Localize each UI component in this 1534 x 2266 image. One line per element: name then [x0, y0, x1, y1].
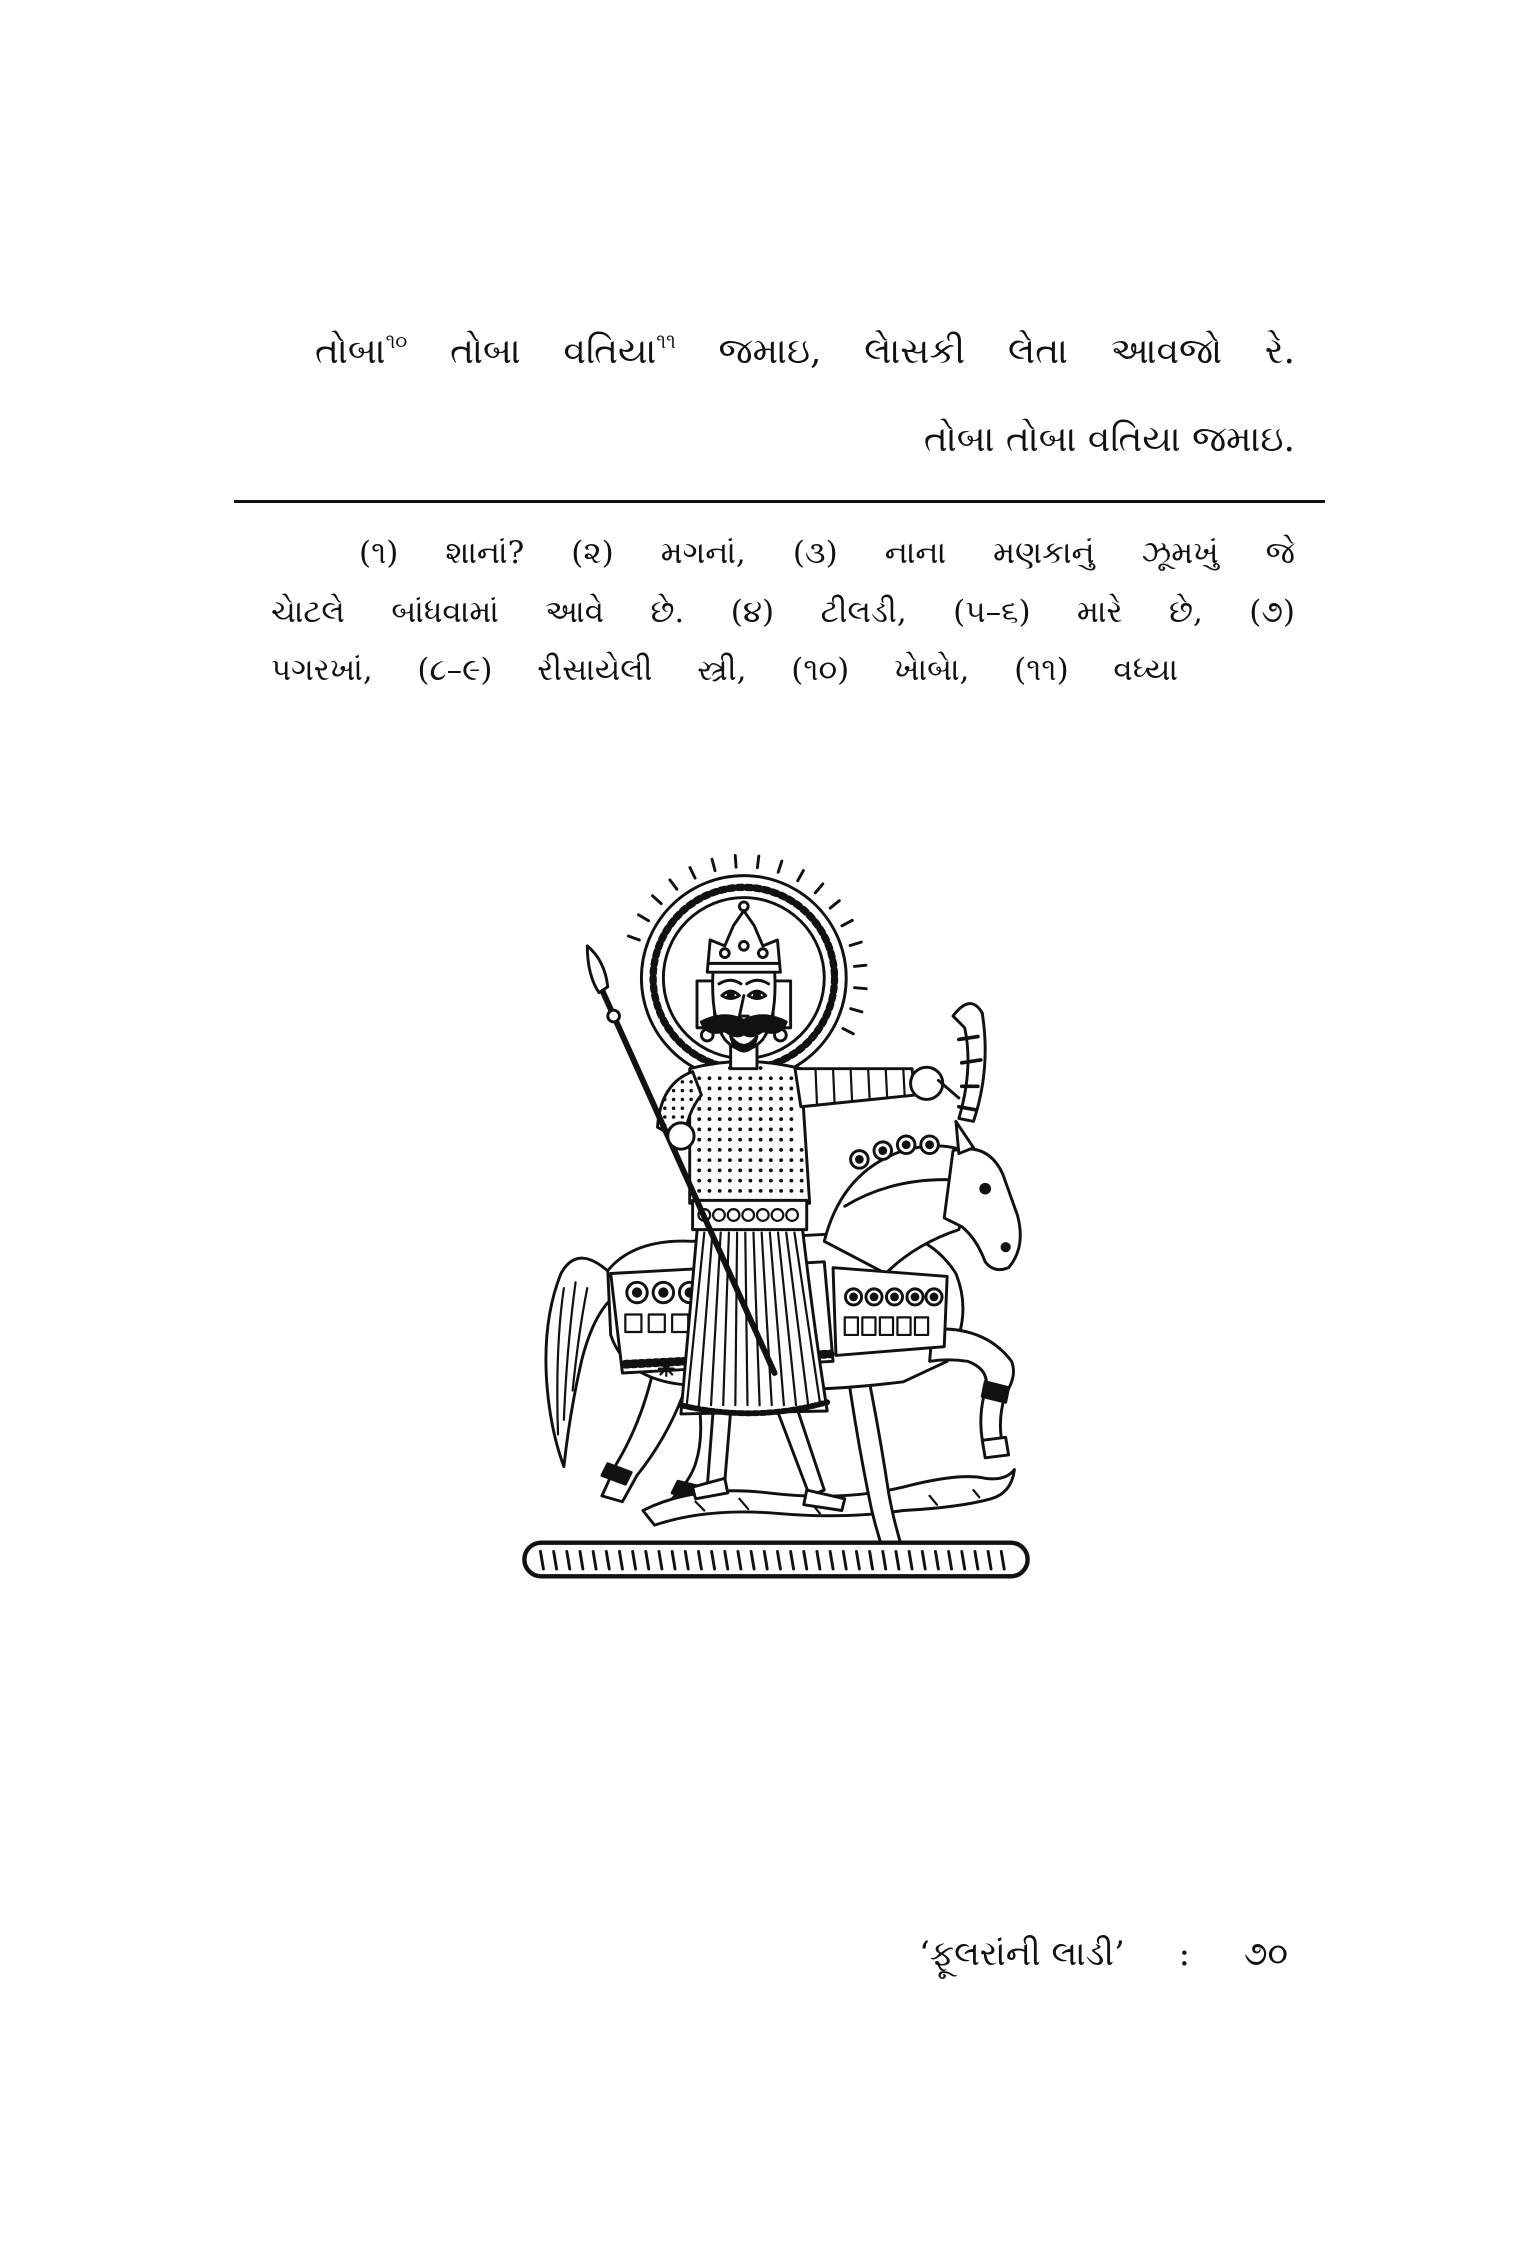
base-platform — [524, 1543, 1027, 1577]
horse-hoof — [982, 1437, 1008, 1457]
pattern-dot — [748, 1117, 752, 1121]
halo-ray — [843, 1028, 853, 1033]
belt-disc — [728, 1209, 740, 1221]
star-mark — [659, 1361, 674, 1376]
pattern-dot — [769, 1189, 773, 1193]
halo-ray — [690, 868, 695, 879]
verse-text: જમાઇ, લેાસકી લેતા આવજો રે. — [675, 331, 1295, 372]
halo-ray — [757, 856, 758, 868]
tassel-center — [880, 1148, 886, 1154]
pattern-dot — [779, 1097, 783, 1101]
pattern-dot — [689, 1089, 693, 1093]
pattern-dot — [681, 1098, 685, 1102]
pattern-dot — [789, 1168, 793, 1172]
collar-block — [880, 1317, 893, 1335]
halo-ray — [798, 871, 804, 881]
pattern-dot — [718, 1148, 722, 1152]
breast-collar — [833, 1268, 947, 1356]
spearhead — [587, 946, 607, 993]
pattern-dot — [663, 1098, 667, 1102]
pattern-dot — [738, 1168, 742, 1172]
pattern-dot — [681, 1106, 685, 1110]
pattern-dot — [697, 1189, 701, 1193]
pupil — [754, 993, 759, 998]
pattern-dot — [779, 1189, 783, 1193]
collar-block — [915, 1317, 928, 1335]
pattern-dot — [697, 1168, 701, 1172]
pattern-dot — [800, 1158, 804, 1162]
halo-ray — [851, 1009, 862, 1012]
halo-ray — [735, 855, 736, 867]
illustration-horse-rider — [520, 849, 1032, 1581]
pattern-dot — [759, 1128, 763, 1132]
spear-band — [608, 1010, 620, 1022]
pattern-dot — [708, 1158, 712, 1162]
pattern-dot — [728, 1117, 732, 1121]
pattern-dot — [728, 1179, 732, 1183]
pattern-dot — [769, 1138, 773, 1142]
saddle-block — [672, 1314, 688, 1332]
pattern-dot — [789, 1189, 793, 1193]
collar-disc-center — [871, 1294, 877, 1300]
pattern-dot — [728, 1107, 732, 1111]
pattern-dot — [759, 1168, 763, 1172]
pattern-dot — [748, 1168, 752, 1172]
pattern-dot — [769, 1158, 773, 1162]
pattern-dot — [759, 1148, 763, 1152]
saddle-block — [625, 1314, 641, 1332]
halo-ray — [842, 920, 852, 925]
pupil — [728, 993, 733, 998]
pattern-dot — [718, 1158, 722, 1162]
verse-line-1 — [315, 325, 1295, 379]
halo-ray — [854, 965, 866, 966]
collar-disc-center — [851, 1294, 857, 1300]
halo-ray — [628, 936, 639, 940]
pattern-dot — [681, 1080, 685, 1084]
halo-ray — [830, 901, 839, 908]
pattern-dot — [697, 1076, 701, 1080]
page-footer — [919, 1929, 1288, 1979]
pattern-dot — [779, 1128, 783, 1132]
pattern-dot — [769, 1087, 773, 1091]
footnote-line: પગરખાં, (૮–૯) રીસાયેલી સ્ત્રી, (૧૦) ખેાબેા, (૧૧) વધ્યા — [271, 652, 1178, 688]
horse-tail — [546, 1258, 614, 1466]
pattern-dot — [789, 1138, 793, 1142]
pattern-dot — [672, 1098, 676, 1102]
pattern-dot — [779, 1168, 783, 1172]
pattern-dot — [728, 1148, 732, 1152]
pattern-dot — [800, 1148, 804, 1152]
pattern-dot — [708, 1138, 712, 1142]
crown-jewel — [758, 949, 767, 958]
pattern-dot — [748, 1097, 752, 1101]
pattern-dot — [728, 1138, 732, 1142]
pattern-dot — [708, 1128, 712, 1132]
pattern-dot — [697, 1148, 701, 1152]
pattern-dot — [800, 1179, 804, 1183]
pattern-dot — [738, 1128, 742, 1132]
running-title: ‘ફૂલરાંની લાડી’ — [919, 1934, 1125, 1974]
saddle-block — [649, 1314, 665, 1332]
pattern-dot — [769, 1107, 773, 1111]
pattern-dot — [718, 1107, 722, 1111]
pattern-dot — [789, 1179, 793, 1183]
pattern-dot — [769, 1076, 773, 1080]
pattern-dot — [718, 1117, 722, 1121]
halo-ray — [638, 915, 648, 921]
pattern-dot — [779, 1087, 783, 1091]
pattern-dot — [769, 1117, 773, 1121]
pattern-dot — [708, 1148, 712, 1152]
verse-text: તોબા — [315, 331, 386, 372]
pattern-dot — [789, 1107, 793, 1111]
footnote-divider — [234, 500, 1325, 503]
pattern-dot — [718, 1097, 722, 1101]
pattern-dot — [728, 1087, 732, 1091]
saddle-disc-center — [660, 1289, 667, 1296]
pattern-dot — [728, 1128, 732, 1132]
pattern-dot — [769, 1128, 773, 1132]
pattern-dot — [689, 1098, 693, 1102]
pattern-dot — [708, 1087, 712, 1091]
pattern-dot — [748, 1158, 752, 1162]
pattern-dot — [789, 1087, 793, 1091]
pattern-dot — [708, 1117, 712, 1121]
pattern-dot — [681, 1089, 685, 1093]
footnote-line: (૧) શાનાં? (૨) મગનાં, (૩) નાના મણકાનું ઝૂમખું જે — [359, 535, 1295, 571]
pattern-dot — [759, 1076, 763, 1080]
pattern-dot — [759, 1087, 763, 1091]
tassel-center — [856, 1156, 862, 1162]
halo-ray — [778, 861, 782, 872]
pattern-dot — [738, 1179, 742, 1183]
pattern-dot — [748, 1138, 752, 1142]
pattern-dot — [759, 1066, 763, 1070]
collar-disc-center — [912, 1294, 918, 1300]
pattern-dot — [800, 1189, 804, 1193]
collar-block — [862, 1317, 875, 1335]
halo-ray — [855, 988, 867, 989]
pattern-dot — [718, 1138, 722, 1142]
pattern-dot — [738, 1148, 742, 1152]
pattern-dot — [779, 1107, 783, 1111]
pattern-dot — [738, 1076, 742, 1080]
collar-block — [897, 1317, 910, 1335]
pattern-dot — [672, 1115, 676, 1119]
pattern-dot — [708, 1179, 712, 1183]
pattern-dot — [697, 1117, 701, 1121]
tassel-center — [927, 1142, 933, 1148]
halo-ray — [850, 942, 861, 945]
belt-disc — [742, 1209, 754, 1221]
pattern-dot — [789, 1117, 793, 1121]
pattern-dot — [738, 1138, 742, 1142]
horse-eye — [981, 1184, 990, 1193]
pattern-dot — [779, 1076, 783, 1080]
saddle-disc-center — [633, 1289, 640, 1296]
pattern-dot — [663, 1106, 667, 1110]
pattern-dot — [748, 1128, 752, 1132]
belt-disc — [757, 1209, 769, 1221]
pattern-dot — [779, 1117, 783, 1121]
pattern-dot — [681, 1115, 685, 1119]
footnote-line: ચેાટલે બાંધવામાં આવે છે. (૪) ટીલડી, (૫–૬) મારે છે, (૭) — [271, 594, 1295, 630]
pattern-dot — [769, 1179, 773, 1183]
collar-disc-center — [892, 1294, 898, 1300]
pattern-dot — [748, 1148, 752, 1152]
pattern-dot — [748, 1179, 752, 1183]
crown-jewel — [720, 949, 729, 958]
pattern-dot — [759, 1107, 763, 1111]
pattern-dot — [769, 1168, 773, 1172]
rider-hand-left — [668, 1123, 694, 1149]
rider-leg-left — [707, 1411, 730, 1487]
pattern-dot — [738, 1117, 742, 1121]
pattern-dot — [759, 1097, 763, 1101]
pattern-dot — [748, 1087, 752, 1091]
footer-separator: : — [1178, 1934, 1191, 1974]
verse-text: તોબા વતિયા — [407, 331, 657, 372]
pattern-dot — [718, 1128, 722, 1132]
pattern-dot — [779, 1138, 783, 1142]
horse-head — [944, 1149, 1020, 1270]
pattern-dot — [697, 1158, 701, 1162]
verse-line-2: તોબા તોબા વતિયા જમાઇ. — [923, 419, 1295, 460]
rider-fist — [911, 1067, 943, 1099]
pattern-dot — [689, 1080, 693, 1084]
pattern-dot — [748, 1107, 752, 1111]
pattern-dot — [738, 1189, 742, 1193]
pattern-dot — [728, 1189, 732, 1193]
pattern-dot — [728, 1076, 732, 1080]
halo-ray — [712, 859, 715, 870]
footnote-ref: ૧૧ — [656, 330, 676, 354]
pattern-dot — [708, 1107, 712, 1111]
pattern-dot — [718, 1076, 722, 1080]
horse-ear — [956, 1121, 974, 1153]
belt-disc — [772, 1209, 784, 1221]
pattern-dot — [697, 1128, 701, 1132]
pattern-dot — [718, 1179, 722, 1183]
pattern-dot — [708, 1097, 712, 1101]
pattern-dot — [779, 1179, 783, 1183]
pattern-dot — [672, 1089, 676, 1093]
pattern-dot — [708, 1189, 712, 1193]
pattern-dot — [738, 1158, 742, 1162]
footnote-ref: ૧૦ — [385, 330, 408, 354]
pattern-dot — [789, 1148, 793, 1152]
pattern-dot — [800, 1168, 804, 1172]
horse-nostril — [1002, 1244, 1009, 1251]
pattern-dot — [718, 1168, 722, 1172]
halo-ray — [815, 884, 823, 893]
pattern-dot — [738, 1097, 742, 1101]
pattern-dot — [672, 1106, 676, 1110]
collar-block — [845, 1317, 858, 1335]
pattern-dot — [697, 1138, 701, 1142]
pattern-dot — [708, 1076, 712, 1080]
pattern-dot — [718, 1189, 722, 1193]
pattern-dot — [728, 1158, 732, 1162]
pattern-dot — [769, 1148, 773, 1152]
pattern-dot — [697, 1107, 701, 1111]
pattern-dot — [789, 1128, 793, 1132]
belt-disc — [713, 1209, 725, 1221]
pattern-dot — [718, 1087, 722, 1091]
pattern-dot — [748, 1076, 752, 1080]
pattern-dot — [759, 1138, 763, 1142]
pattern-dot — [769, 1097, 773, 1101]
pattern-dot — [728, 1168, 732, 1172]
pattern-dot — [789, 1076, 793, 1080]
pattern-dot — [759, 1158, 763, 1162]
pattern-dot — [738, 1107, 742, 1111]
pattern-dot — [789, 1097, 793, 1101]
belt-pattern — [698, 1209, 797, 1221]
pattern-dot — [697, 1179, 701, 1183]
belt-disc — [786, 1209, 798, 1221]
pattern-dot — [748, 1189, 752, 1193]
page-number: ૭૦ — [1243, 1934, 1288, 1974]
halo-ray — [670, 880, 677, 889]
pattern-dot — [779, 1158, 783, 1162]
crown-jewel — [739, 941, 748, 950]
rider-leg-right — [777, 1411, 824, 1496]
pattern-dot — [728, 1097, 732, 1101]
pattern-dot — [738, 1087, 742, 1091]
pattern-dot — [759, 1117, 763, 1121]
pattern-dot — [779, 1148, 783, 1152]
collar-disc-center — [931, 1294, 937, 1300]
pattern-dot — [759, 1189, 763, 1193]
rider-arm-right — [795, 1069, 915, 1107]
pattern-dot — [789, 1158, 793, 1162]
halo-ray — [652, 896, 661, 904]
pattern-dot — [708, 1168, 712, 1172]
pattern-dot — [663, 1115, 667, 1119]
pattern-dot — [759, 1179, 763, 1183]
horse-front-leg-standing — [848, 1373, 904, 1557]
crown-finial — [739, 902, 748, 911]
tassel-center — [903, 1142, 909, 1148]
